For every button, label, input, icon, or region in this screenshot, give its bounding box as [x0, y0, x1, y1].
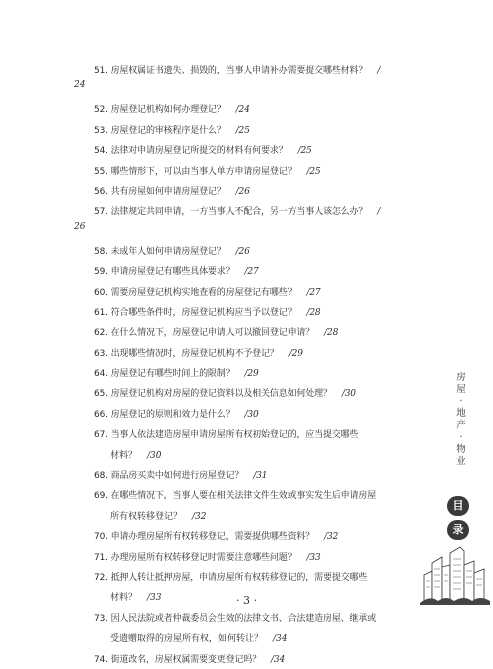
- toc-entry[interactable]: [0, 60, 493, 80]
- toc-entry-title: 58. 未成年人如何申请房屋登记？ /26: [94, 246, 250, 257]
- toc-entry[interactable]: [0, 526, 493, 546]
- toc-entry[interactable]: [0, 404, 493, 424]
- toc-entry-page: /30: [147, 450, 162, 461]
- toc-entry-title: 51. 房屋权属证书遗失、损毁的，当事人申请补办需要提交哪些材料？ /: [94, 66, 381, 76]
- toc-entry-page: /30: [244, 409, 259, 420]
- toc-entry-title: 65. 房屋登记机构对房屋的登记资料以及相关信息如何处理？ /30: [94, 389, 356, 400]
- toc-entry-title: 66. 房屋登记的原则和效力是什么？ /30: [94, 409, 259, 420]
- toc-entry-title: 70. 申请办理房屋所有权转移登记，需要提供哪些资料？ /32: [94, 532, 339, 543]
- toc-entry-page: /: [377, 66, 381, 76]
- toc-entry[interactable]: [0, 181, 493, 201]
- toc-entry-page: /32: [324, 532, 339, 543]
- section-title-char: 物: [456, 444, 466, 455]
- toc-entry[interactable]: [0, 201, 493, 221]
- section-title-char: 屋: [456, 384, 466, 395]
- toc-entry-title: 56. 共有房屋如何申请房屋登记？ /26: [94, 186, 250, 197]
- toc-entry-page: /32: [192, 511, 207, 522]
- section-title-char: 业: [456, 456, 466, 467]
- toc-entry-page: /28: [324, 328, 339, 339]
- toc-entry[interactable]: [0, 140, 493, 160]
- toc-entry-title-continued: 受遗赠取得的房屋所有权，如何转让？ /34: [110, 634, 288, 645]
- toc-entry[interactable]: [0, 383, 493, 403]
- section-title-vertical: [454, 372, 468, 468]
- toc-entry-title-continued: 材料？ /33: [110, 593, 162, 604]
- toc-entry-page: /29: [288, 348, 303, 359]
- section-title-char: ·: [459, 432, 463, 443]
- toc-entry-title: 71. 办理房屋所有权转移登记时需要注意哪些问题？ /33: [94, 552, 321, 563]
- toc-badge-lu: 录: [447, 520, 469, 540]
- toc-entry-page: /28: [306, 307, 321, 318]
- toc-entry-page: /31: [253, 471, 268, 482]
- toc-entry[interactable]: [0, 343, 493, 363]
- toc-entry[interactable]: [0, 302, 493, 322]
- toc-entry[interactable]: [0, 485, 493, 505]
- toc-entry-page: /26: [235, 186, 250, 197]
- toc-entry-page: /27: [306, 287, 321, 298]
- toc-entry-title: 64. 房屋登记有哪些时间上的限制？ /29: [94, 369, 259, 380]
- toc-entry[interactable]: [0, 465, 493, 485]
- toc-entry-title: 60. 需要房屋登记机构实地查看的房屋登记有哪些？ /27: [94, 287, 321, 298]
- toc-entry-page: /34: [271, 654, 286, 665]
- toc-entry[interactable]: [0, 261, 493, 281]
- toc-entry[interactable]: [0, 608, 493, 628]
- toc-entry-title: 54. 法律对申请房屋登记所提交的材料有何要求？ /25: [94, 146, 312, 157]
- toc-entry-page: /24: [235, 105, 250, 116]
- toc-entry-page: /30: [341, 389, 356, 400]
- toc-entry-title: 63. 出现哪些情况时，房屋登记机构不予登记？ /29: [94, 348, 303, 359]
- toc-entry-continuation[interactable]: [0, 506, 493, 526]
- toc-entry-title: 62. 在什么情况下，房屋登记申请人可以撤回登记申请？ /28: [94, 328, 339, 339]
- page-number: · 3 ·: [236, 594, 257, 607]
- toc-entry-title: 68. 商品房买卖中如何进行房屋登记？ /31: [94, 471, 268, 482]
- toc-entry-page-wrapped: 26: [74, 221, 86, 232]
- toc-entry-page: /: [377, 207, 381, 218]
- toc-entry-page-wrapped: 24: [74, 80, 86, 91]
- toc-entry-page: /26: [235, 246, 250, 257]
- toc-entry-page: /27: [244, 267, 259, 278]
- toc-entry[interactable]: [0, 161, 493, 181]
- toc-entry-page: /25: [235, 125, 250, 136]
- toc-entry[interactable]: [0, 99, 493, 119]
- toc-entry-title: 52. 房屋登记机构如何办理登记？ /24: [94, 105, 250, 116]
- toc-entry[interactable]: [0, 424, 493, 444]
- toc-entry[interactable]: [0, 282, 493, 302]
- section-title-char: 地: [456, 408, 466, 419]
- toc-entry-title: 67. 当事人依法建造房屋申请房屋所有权初始登记的，应当提交哪些: [94, 430, 359, 441]
- toc-entry-page: /25: [297, 146, 312, 157]
- toc-entry-page: /25: [306, 166, 321, 177]
- section-title-char: 产: [456, 420, 466, 431]
- toc-entry-title: 72. 抵押人转让抵押房屋，申请房屋所有权转移登记的，需要提交哪些: [94, 572, 368, 583]
- toc-entry-page: /33: [147, 593, 162, 604]
- toc-entry-title: 59. 申请房屋登记有哪些具体要求？ /27: [94, 267, 259, 278]
- toc-entry-page: /33: [306, 552, 321, 563]
- toc-entry[interactable]: [0, 649, 493, 669]
- toc-entry-title: 69. 在哪些情况下，当事人要在相关法律文件生效或事实发生后申请房屋: [94, 491, 377, 502]
- toc-badge-mu: 目: [447, 496, 469, 516]
- toc-entry-title: 57. 法律规定共同申请，一方当事人不配合，另一方当事人该怎么办？ /: [94, 207, 381, 218]
- section-title-char: 房: [456, 372, 466, 383]
- toc-entry-page: /29: [244, 369, 259, 380]
- toc-entry-continuation[interactable]: [0, 445, 493, 465]
- toc-entry-title: 55. 哪些情形下，可以由当事人单方申请房屋登记？ /25: [94, 166, 321, 177]
- toc-entry-title: 53. 房屋登记的审核程序是什么？ /25: [94, 125, 250, 136]
- toc-entry-title-continued: 所有权转移登记？ /32: [110, 511, 207, 522]
- toc-entry-title: 74. 街道改名，房屋权属需要变更登记吗？ /34: [94, 654, 286, 665]
- toc-entry[interactable]: [0, 363, 493, 383]
- toc-entry-title: 73. 因人民法院或者仲裁委员会生效的法律文书、合法建造房屋、继承或: [94, 613, 377, 624]
- toc-entry[interactable]: [0, 241, 493, 261]
- toc-entry-continuation[interactable]: [0, 628, 493, 648]
- toc-entry[interactable]: [0, 120, 493, 140]
- toc-entry[interactable]: [0, 322, 493, 342]
- section-title-char: ·: [459, 396, 463, 407]
- toc-entry-title-continued: 材料？ /30: [110, 450, 162, 461]
- toc-entry-page: /34: [273, 634, 288, 645]
- toc-entry-title: 61. 符合哪些条件时，房屋登记机构应当予以登记？ /28: [94, 307, 321, 318]
